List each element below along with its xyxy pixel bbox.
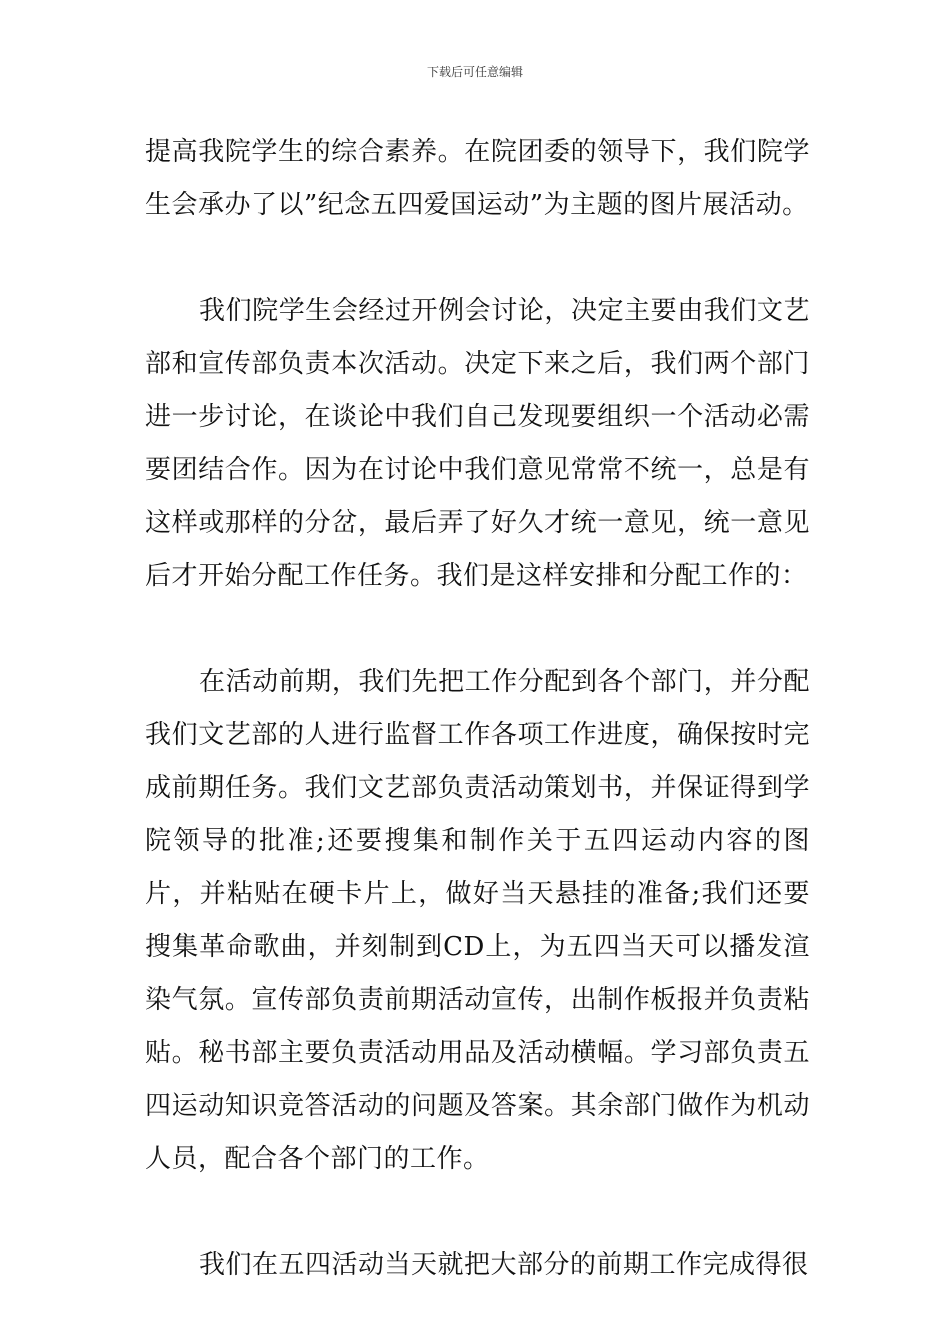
paragraph-meeting: 我们院学生会经过开例会讨论，决定主要由我们文艺部和宣传部负责本次活动。决定下来之后，我们两个部门进一步讨论，在谈论中我们自己发现要组织一个活动必需要团结合作。因为在讨论中我们意见常常不统一，总是有这样或那样的分岔，最后弄了好久才统一意见，统一意见后才开始分配工作任务。我们是这样安排和分配工作的： [145,296,810,591]
paragraph-preparation: 在活动前期，我们先把工作分配到各个部门，并分配我们文艺部的人进行监督工作各项工作进度，确保按时完成前期任务。我们文艺部负责活动策划书，并保证得到学院领导的批准;还要搜集和制作关于五四运动内容的图片，并粘贴在硬卡片上，做好当天悬挂的准备;我们还要搜集革命歌曲，并刻制到CD上，为五四当天可以播发渲染气氛。宣传部负责前期活动宣传，出制作板报并负责粘贴。秘书部主要负责活动用品及活动横幅。学习部负责五四运动知识竞答活动的问题及答案。其余部门做作为机动人员，配合各个部门的工作。 [145,667,810,1174]
paragraph-continuation: 提高我院学生的综合素养。在院团委的领导下，我们院学生会承办了以”纪念五四爱国运动”为主题的图片展活动。 [145,137,810,220]
page-header-note: 下载后可任意编辑 [426,65,523,79]
paragraph-gap [145,1186,810,1239]
paragraph-gap [145,232,810,285]
paragraph-gap [145,603,810,656]
document-body [145,126,810,1292]
paragraph-event-day: 我们在五四活动当天就把大部分的前期工作完成得很 [199,1250,809,1280]
